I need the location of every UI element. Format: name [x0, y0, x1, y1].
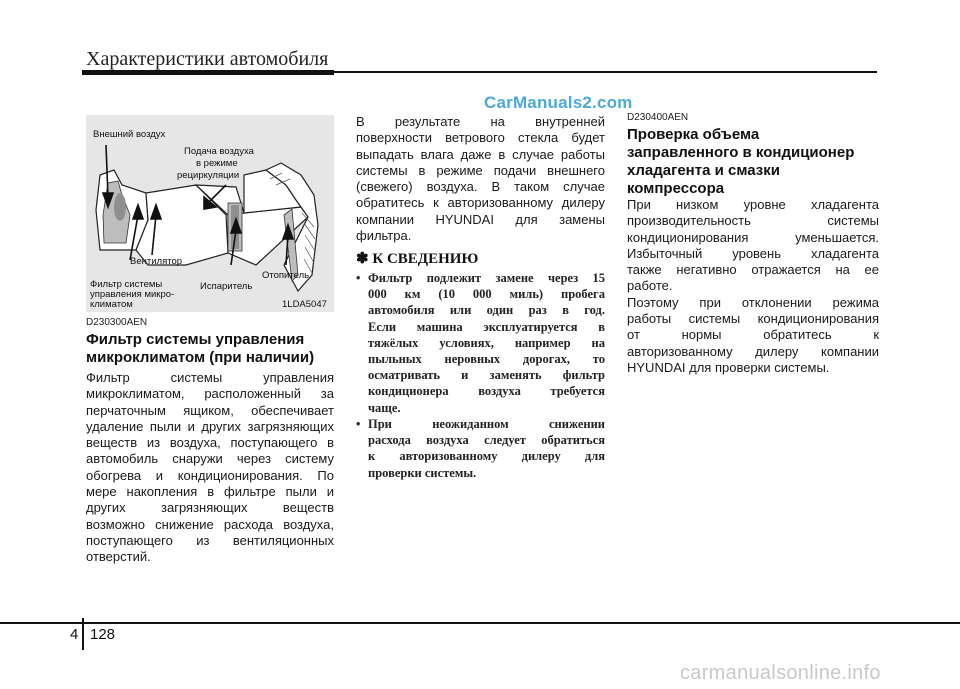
label-recirc-3: рециркуляции: [177, 170, 240, 181]
text-line: При низком уровне хладагента: [627, 197, 879, 212]
filter-description: [86, 370, 334, 566]
section-title: [627, 126, 879, 198]
section-code: D230400AEN: [627, 112, 689, 123]
text-line: обогрева и кондиционирования. По: [86, 467, 334, 483]
text-line: веществ из воздуха, поступающего в: [86, 435, 334, 451]
label-outside-air: Внешний воздух: [93, 129, 166, 140]
text-line: осматривать и заменять фильтр: [368, 368, 605, 383]
text-line: обратитесь к авторизованному дилеру: [356, 195, 605, 211]
filter-continuation: [356, 114, 605, 244]
text-line: других загрязняющих веществ: [86, 500, 334, 516]
text-line: Если машина эксплуатируется в: [368, 319, 605, 334]
text-line: проверки системы.: [368, 465, 477, 480]
text-line: Поэтому при отклонении режима: [627, 294, 879, 310]
footer-rule: [0, 622, 960, 624]
title-line: заправленного в кондиционер: [627, 144, 855, 161]
text-line: производительность системы: [627, 213, 879, 229]
text-line: HYUNDAI для проверки системы.: [627, 359, 830, 375]
text-line: выпадать влага даже в случае работы: [356, 146, 605, 162]
label-evaporator: Испаритель: [200, 281, 253, 292]
text-line: кондиционера воздуха требуется: [368, 384, 605, 399]
text-line: Фильтр подлежит замене через 15: [368, 271, 605, 285]
text-line: 000 км (10 000 миль) пробега: [368, 287, 605, 302]
asterisk-icon: ✽: [356, 251, 369, 267]
text-line: чаще.: [368, 400, 401, 415]
label-filter-3: климатом: [90, 299, 133, 310]
text-line: работы системы кондиционирования: [627, 311, 879, 327]
section-title-line-2: микроклиматом (при наличии): [86, 349, 315, 366]
label-recirc-2: в режиме: [196, 158, 238, 169]
label-filter-1: Фильтр системы: [90, 279, 163, 290]
hvac-diagram: [86, 115, 334, 312]
text-line: кондиционирования уменьшается.: [627, 229, 879, 245]
figure-id: 1LDA5047: [282, 299, 327, 310]
title-line: компрессора: [627, 180, 725, 197]
text-line: Избыточный уровень хладагента: [627, 245, 879, 261]
header-rule-thin: [334, 71, 877, 73]
label-fan: Вентилятор: [130, 256, 183, 267]
info-item-2: [356, 416, 605, 481]
text-line: пыльных неровных дорогах, то: [368, 352, 605, 367]
info-heading: [356, 249, 478, 268]
text-line: системы в режиме подачи внешнего: [356, 162, 605, 178]
page-header-title: Характеристики автомобиля: [86, 48, 329, 70]
text-line: расхода воздуха следует обратиться: [368, 433, 605, 448]
text-line: отверстий.: [86, 549, 151, 565]
title-line: Проверка объема: [627, 126, 760, 143]
label-filter-2: управления микро-: [90, 289, 175, 300]
label-heater: Отопитель: [262, 270, 310, 281]
footer-divider: [82, 618, 84, 650]
info-title: К СВЕДЕНИЮ: [372, 251, 479, 267]
title-line: хладагента и смазки: [627, 162, 780, 179]
watermark-link[interactable]: CarManuals2.com: [484, 93, 633, 112]
text-line: автомобиль снаружи через систему: [86, 451, 334, 467]
text-line: При неожиданном снижении: [368, 417, 605, 431]
section-title-line-1: Фильтр системы управления: [86, 331, 305, 348]
refrigerant-description: [627, 197, 879, 376]
text-line: удаление пыли и других загрязняющих: [86, 418, 334, 434]
text-line: возможно снижение расхода воздуха,: [86, 516, 334, 532]
bullet-icon: •: [356, 271, 361, 285]
info-item-1: [356, 270, 605, 416]
text-line: перчаточным ящиком, обеспечивает: [86, 402, 334, 418]
text-line: работе.: [627, 278, 673, 294]
section-code: D230300AEN: [86, 317, 148, 328]
text-line: к авторизованному дилеру для: [368, 449, 605, 464]
text-line: также негативно отражается на ее: [627, 262, 879, 278]
text-line: тяжёлых условиях, например на: [368, 335, 605, 350]
text-line: микроклиматом, расположенный за: [86, 386, 334, 402]
header-rule-thick: [82, 70, 334, 75]
text-line: фильтра.: [356, 228, 412, 244]
text-line: поступающего из вентиляционных: [86, 532, 334, 548]
text-line: авторизованному дилеру компании: [627, 343, 879, 359]
chapter-number: 4: [70, 626, 79, 643]
text-line: (свежего) воздуха. В таком случае: [356, 179, 605, 195]
text-line: автомобиля или один раз в год.: [368, 303, 605, 318]
text-line: компании HYUNDAI для замены: [356, 211, 605, 227]
text-line: от нормы обратитесь к: [627, 327, 879, 343]
text-line: В результате на внутренней: [356, 114, 605, 129]
page-number: 128: [90, 626, 116, 643]
bullet-icon: •: [356, 417, 361, 431]
watermark-footer[interactable]: carmanualsonline.info: [680, 662, 881, 684]
text-line: поверхности ветрового стекла будет: [356, 130, 605, 146]
text-line: мере накопления в фильтре пыли и: [86, 484, 334, 500]
label-recirc-1: Подача воздуха: [184, 146, 254, 157]
text-line: Фильтр системы управления: [86, 370, 334, 385]
